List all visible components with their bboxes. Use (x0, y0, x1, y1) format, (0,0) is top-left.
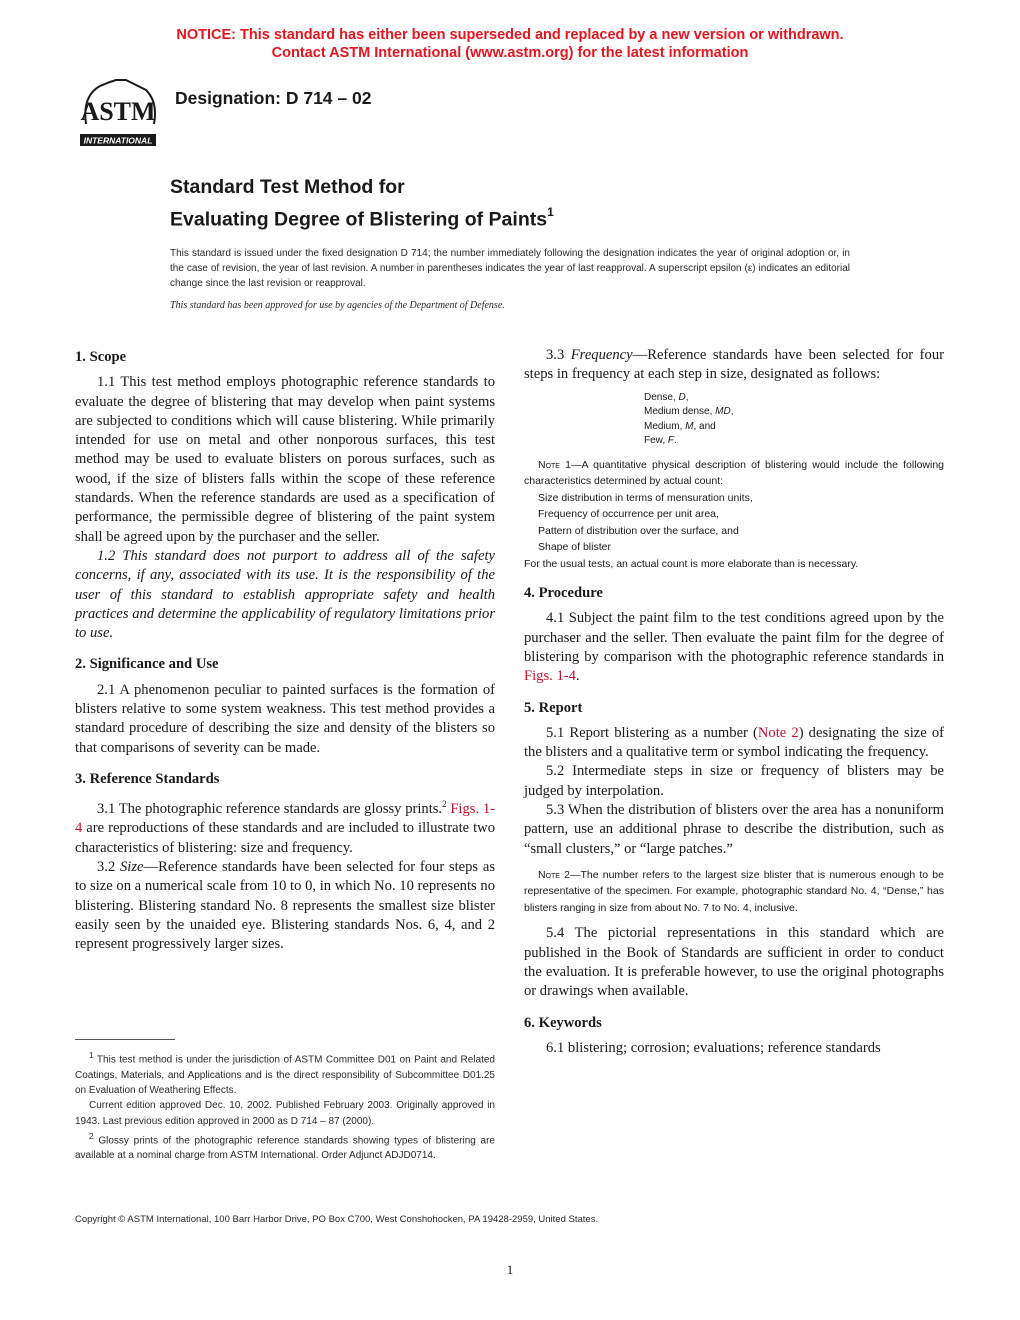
note-1-item: Size distribution in terms of mensuration units, (538, 491, 753, 504)
paragraph-5-2: 5.2 Intermediate steps in size or frequency of blisters may be judged by interpolation. (524, 763, 944, 799)
paragraph-1-1: 1.1 This test method employs photographic reference standards to evaluate the degree of blistering that may develop when paint systems are subjected to conditions which will cause blistering. While primarily intended for use on metal and other nonporous surfaces, this test method may be used to evaluate blisters on porous surfaces, such as wood, if the size of blisters falls within the scope of these reference standards. When the reference standards are used as a specification of performance, the permissible degree of blistering of the paint system shall be agreed upon by the purchaser and the seller. (75, 374, 495, 545)
note-1-item: Frequency of occurrence per unit area, (538, 508, 719, 521)
copyright: Copyright © ASTM International, 100 Barr Harbor Drive, PO Box C700, West Conshohocken, PA 19428-2959, United States. (75, 1214, 599, 1225)
frequency-item: Dense, D, (644, 391, 689, 403)
figs-link[interactable]: Figs. 1-4 (524, 668, 576, 685)
document-title (170, 174, 554, 234)
issue-note: This standard is issued under the fixed designation D 714; the number immediately following the designation indicates the year of original adoption or, in the case of revision, the year of last revision. A number in parentheses indicates the year of last reapproval. A superscript epsilon (ε) indicates an editorial change since the last revision or reapproval. (170, 248, 850, 289)
logo-text: ASTM (80, 97, 156, 126)
footnote-rule (75, 1039, 175, 1040)
note-1-item: Pattern of distribution over the surface, and (538, 524, 739, 537)
paragraph-5-3: 5.3 When the distribution of blisters over the area has a nonuniform pattern, use an additional phrase to describe the distribution, such as “small clusters,” or “large patches.” (524, 802, 944, 857)
section-heading-procedure: 4. Procedure (524, 585, 603, 602)
designation: Designation: D 714 – 02 (175, 88, 372, 108)
note-1-item: Shape of blister (538, 541, 611, 554)
section-heading-scope: 1. Scope (75, 349, 127, 365)
frequency-item: Medium, M, and (644, 420, 716, 432)
section-heading-reference: 3. Reference Standards (75, 770, 220, 787)
footnote-1: $^1$ This test method is under the jurisdiction of ASTM Committee D01 on Paint and Related Coatings, Materials, and Applications and is the direct responsibility of Subcommittee D01.25 on Evaluation of Weathering Effects. (75, 1050, 495, 1096)
paragraph-3-3: 3.3 Frequency—Reference standards have been selected for four steps in frequency at each step in size, designated as follows: (524, 347, 944, 383)
note-1: Note 1—A quantitative physical description of blistering would include the following characteristics determined by actual count: Size distribution in terms of mensuration units, Frequency of occurrence per unit area, Pattern of distribution over the surface, and Shape of blister For the usual tests, an actual count is more elaborate than is necessary. (524, 457, 944, 573)
paragraph-5-4: 5.4 The pictorial representations in this standard which are published in the Book of Standards are sufficient in order to conduct the evaluation. It is preferable however, to use the original photographs or drawings when available. (524, 925, 944, 1000)
section-heading-report: 5. Report (524, 699, 583, 716)
title-line-2: Evaluating Degree of Blistering of Paints$^1$ (170, 205, 554, 231)
footnote-2: $^2$ Glossy prints of the photographic reference standards showing types of blistering are available at a nominal charge from ASTM International. Order Adjunct ADJD0714. (75, 1130, 495, 1162)
page-number: 1 (506, 1262, 514, 1277)
notice-banner (0, 26, 1020, 62)
frequency-item: Few, F. (644, 435, 677, 447)
paragraph-5-1: 5.1 Report blistering as a number (Note 2) designating the size of the blisters and a qualitative term or symbol indicating the frequency. (524, 724, 944, 761)
note-2-link[interactable]: Note 2 (757, 724, 799, 741)
logo-subtext: INTERNATIONAL (83, 135, 153, 146)
approved-note: This standard has been approved for use by agencies of the Department of Defense. (170, 300, 505, 311)
left-column (75, 346, 495, 954)
footnote-1b: Current edition approved Dec. 10, 2002. Published February 2003. Originally approved in 1943. Last previous edition approved in 2000 as D 714 – 87 (2000). (75, 1100, 495, 1127)
frequency-item: Medium dense, MD, (644, 406, 734, 418)
paragraph-6-1: 6.1 blistering; corrosion; evaluations; reference standards (546, 1039, 881, 1056)
paragraph-4-1: 4.1 Subject the paint film to the test conditions agreed upon by the purchaser and the seller. Then evaluate the paint film for the degree of blistering by comparison with the photographic reference standards in Figs. 1-4. (524, 610, 944, 685)
notice-line-2: Contact ASTM International (www.astm.org) for the latest information (271, 45, 749, 61)
note-2: Note 2—The number refers to the largest size blister that is numerous enough to be representative of the specimen. For example, photographic standard No. 4, “Dense,” has blisters ranging in size from about No. 7 to No. 4, inclusive. (524, 868, 944, 914)
footnotes (75, 1048, 495, 1164)
right-column (524, 346, 944, 1058)
section-heading-keywords: 6. Keywords (524, 1014, 602, 1031)
title-line-1: Standard Test Method for (170, 176, 405, 198)
paragraph-1-2: 1.2 This standard does not purport to address all of the safety concerns, if any, associated with its use. It is the responsibility of the user of this standard to establish appropriate safety and health practices and determine the applicability of regulatory limitations prior to use. (75, 547, 495, 642)
paragraph-2-1: 2.1 A phenomenon peculiar to painted surfaces is the formation of blisters relative to some system weakness. This test method provides a standard procedure of describing the size and density of the blisters so that comparisons of severity can be made. (75, 681, 495, 756)
astm-logo (76, 76, 160, 150)
section-heading-significance: 2. Significance and Use (75, 656, 219, 673)
paragraph-3-1: 3.1 The photographic reference standards are glossy prints.$^2$ Figs. 1-4 are reproductions of these standards and are included to illustrate two characteristics of blistering: size and frequency. (75, 799, 495, 856)
figs-link[interactable]: Figs. 1-4 (75, 801, 495, 837)
paragraph-3-2: 3.2 Size—Reference standards have been selected for four steps as to size on a numerical scale from 10 to 0, in which No. 10 represents no blistering. Blistering standard No. 8 represents the smallest size blister easily seen by the unaided eye. Blistering standards Nos. 6, 4, and 2 represent progressively larger sizes. (75, 858, 495, 953)
notice-line-1: NOTICE: This standard has either been superseded and replaced by a new version or withdrawn. (176, 27, 844, 43)
frequency-list (644, 391, 944, 449)
note-1-end: For the usual tests, an actual count is more elaborate than is necessary. (524, 557, 859, 570)
